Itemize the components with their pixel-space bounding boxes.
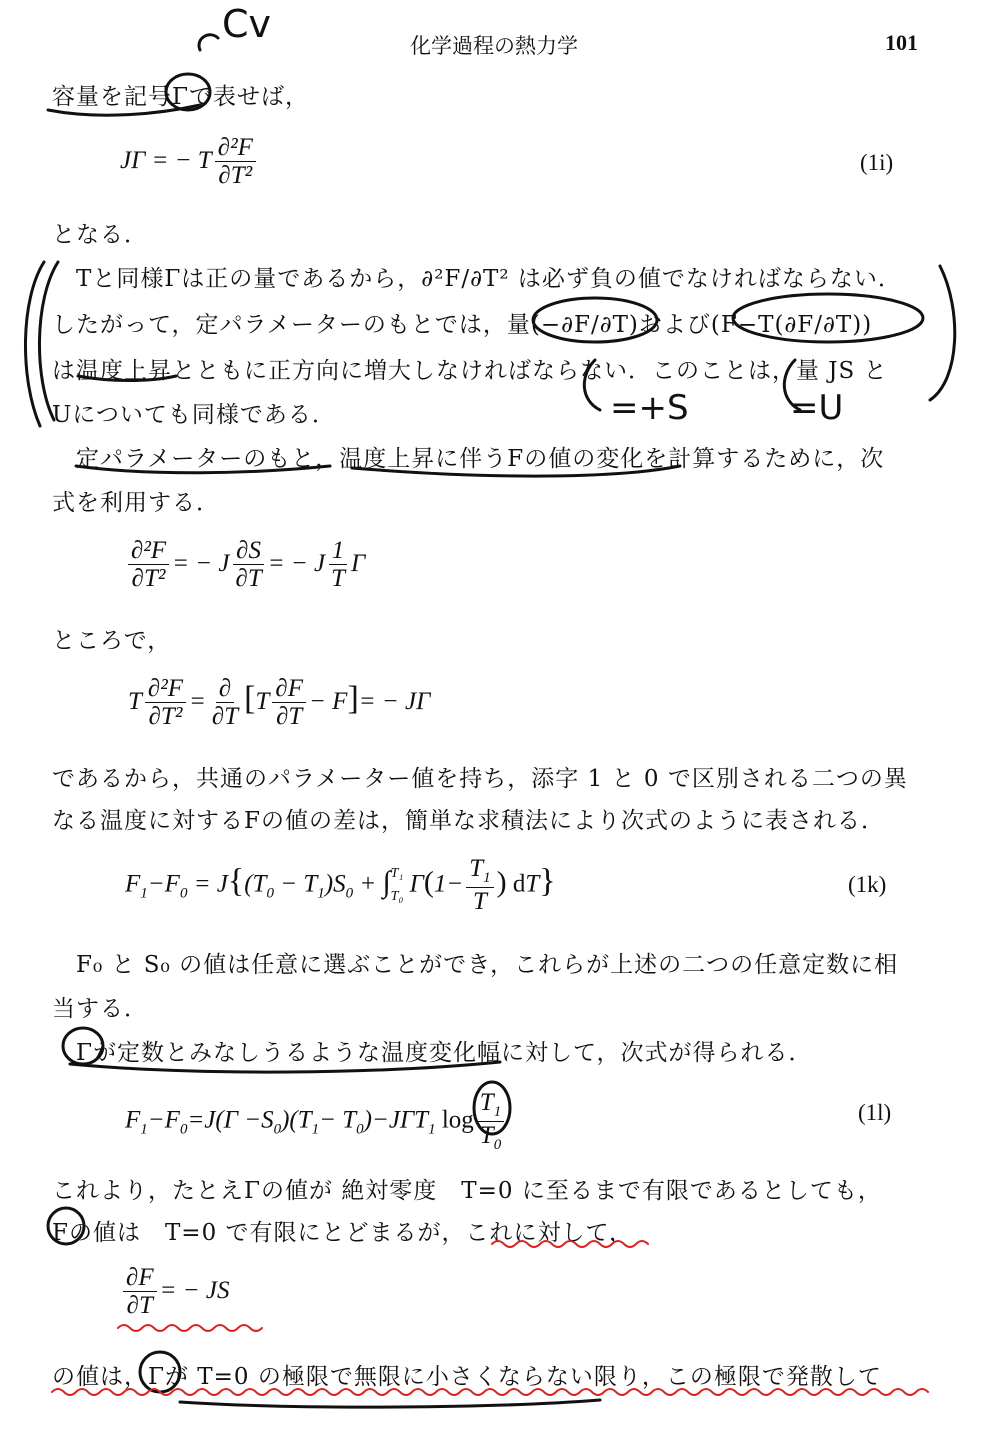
running-header: 化学過程の熱力学 bbox=[410, 34, 578, 58]
text-line: なる温度に対するFの値の差は，簡単な求積法により次式のように表される． bbox=[52, 808, 885, 834]
text-line: は温度上昇とともに正方向に増大しなければならない．このことは，量 JS と bbox=[52, 358, 888, 384]
cv-arrow-mark bbox=[199, 35, 218, 50]
text-line: Γが定数とみなしうるような温度変化幅に対して，次式が得られる． bbox=[76, 1040, 813, 1066]
handwritten-u: =U bbox=[790, 388, 844, 428]
text-line: Uについても同様である． bbox=[52, 402, 336, 428]
text-line: F₀ と S₀ の値は任意に選ぶことができ，これらが上述の二つの任意定数に相 bbox=[76, 952, 899, 978]
equation-1k: $F_1-F_0 = J\{(T_0 - T_1)S_0$ + ∫ T₁ T₀ Γ(1− $\frac{T_1}{T}$ ) dT} bbox=[125, 855, 556, 915]
text-line: Tと同様Γは正の量であるから，∂²F/∂T² は必ず負の値でなければならない． bbox=[76, 266, 902, 292]
text-line: であるから，共通のパラメーター値を持ち，添字 1 と 0 で区別される二つの異 bbox=[52, 766, 908, 792]
equation-number-1k: (1k) bbox=[848, 872, 887, 897]
handwritten-cv: Cv bbox=[222, 2, 272, 46]
equation-1i: JΓ = − T $\frac{\text{∂²F}}{\text{∂T²}}$ bbox=[120, 135, 259, 190]
text-line: となる． bbox=[52, 222, 148, 248]
equation-number-1l: (1l) bbox=[858, 1100, 892, 1125]
equation-entropy: $\frac{\partial F}{\partial T}$ = − JS bbox=[120, 1265, 229, 1320]
text-line: 定パラメーターのもと，温度上昇に伴うFの値の変化を計算するために，次 bbox=[76, 446, 885, 472]
text-line: の値は，Γが T=0 の極限で無限に小さくならない限り，この極限で発散して bbox=[52, 1364, 882, 1390]
handwritten-ts: =+S bbox=[610, 388, 689, 428]
text-line: 当する． bbox=[52, 996, 148, 1022]
text-line: したがって，定パラメーターのもとでは，量(−∂F/∂T)および(F−T(∂F/∂T)) bbox=[52, 312, 873, 338]
equation-derivative: $\frac{\text{∂²F}}{\text{∂T²}}$ = − J $\frac{\partial S}{\partial T}$ = − J $\frac{1}{T}$ Γ bbox=[125, 538, 365, 593]
bracket-left bbox=[25, 262, 44, 426]
text-line: ところで， bbox=[52, 628, 172, 654]
equation-number-1i: (1i) bbox=[860, 150, 894, 175]
underline-stroke bbox=[180, 1400, 600, 1407]
text-line: Fの値は T=0 で有限にとどまるが，これに対して， bbox=[52, 1220, 634, 1246]
bracket-right bbox=[930, 266, 955, 400]
equation-1l: $F_1-F_0=J(\Gamma -S_0)(T_1- T_0)-J\Gamma T_1$ log $\frac{T_1}{T_0}$ bbox=[125, 1090, 507, 1153]
text-line: これより，たとえΓの値が 絶対零度 T=0 に至るまで有限であるとしても， bbox=[52, 1178, 882, 1204]
red-wavy-underline bbox=[118, 1325, 262, 1331]
equation-identity: T $\frac{\text{∂²F}}{\text{∂T²}}$ = $\frac{\partial}{\partial T}$ [T $\frac{\partial F}{\partial T}$ − F]= − JΓ bbox=[128, 675, 431, 731]
text-line: 式を利用する． bbox=[52, 490, 220, 516]
text-line: 容量を記号Γで表せば， bbox=[52, 84, 309, 110]
page-number: 101 bbox=[885, 30, 918, 55]
